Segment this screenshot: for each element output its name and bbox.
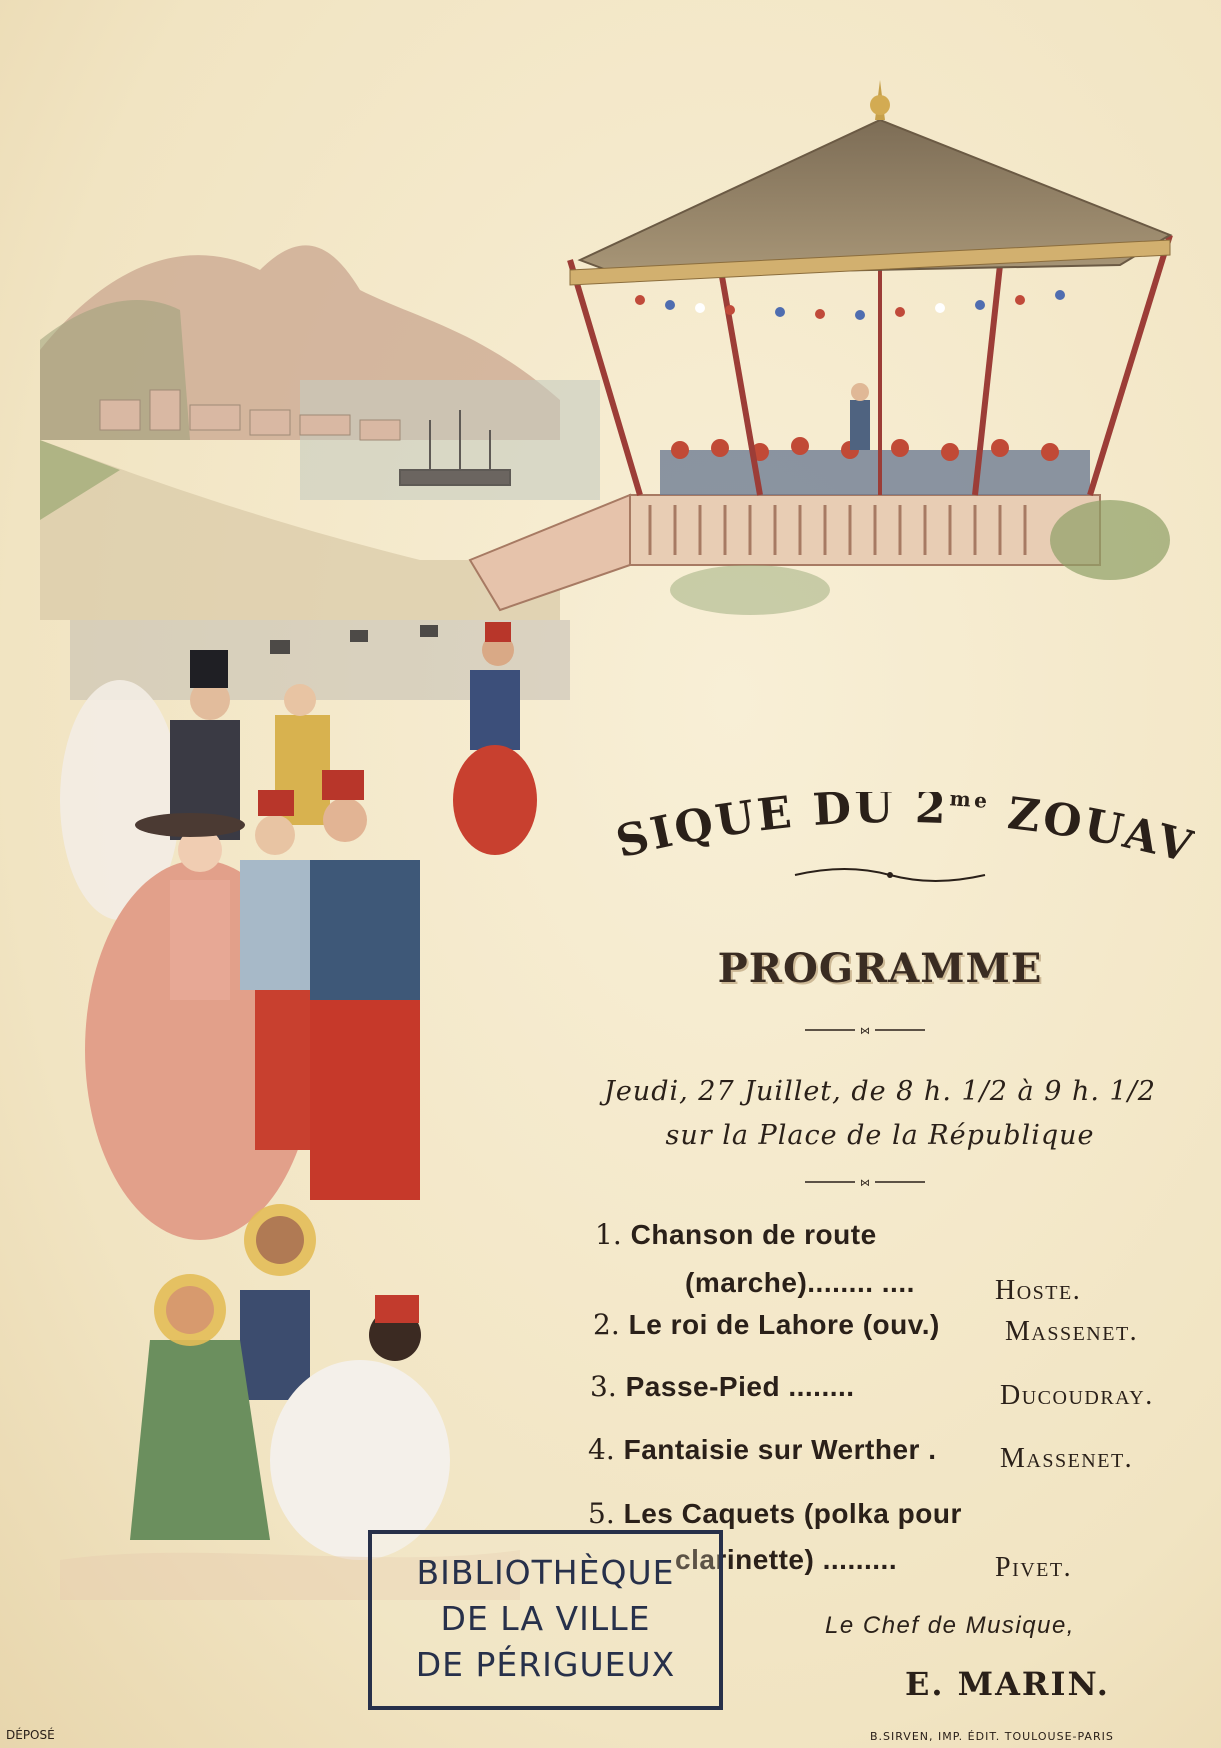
- item-title: Passe-Pied ........: [625, 1371, 855, 1402]
- item-title-continued: (marche)........ ....: [685, 1267, 915, 1298]
- composer-4: Massenet.: [1000, 1443, 1134, 1474]
- bandstand: [470, 80, 1170, 615]
- title-part1: SIQUE DU 2: [611, 792, 950, 869]
- program-item-4: [588, 1433, 936, 1466]
- program-item-5: [588, 1497, 962, 1530]
- program-item-1-line2: [685, 1266, 915, 1299]
- conductor-name: E. MARIN.: [905, 1665, 1110, 1703]
- item-number: 5.: [588, 1497, 615, 1530]
- program-item-3: [590, 1370, 855, 1403]
- composer-5: Pivet.: [995, 1552, 1073, 1583]
- item-title: Le roi de Lahore (ouv.): [628, 1309, 940, 1340]
- library-stamp: [368, 1530, 723, 1710]
- stamp-line-1: BIBLIOTHÈQUE: [416, 1553, 675, 1592]
- stamp-line-3: DE PÉRIGUEUX: [415, 1645, 676, 1684]
- program-item-1: [595, 1218, 877, 1251]
- item-number: 2.: [593, 1308, 620, 1341]
- composer-3: Ducoudray.: [1000, 1380, 1154, 1411]
- svg-text:⋈: ⋈: [860, 1178, 870, 1187]
- date-line-2: sur la Place de la République: [665, 1120, 1095, 1151]
- stamp-line-2: DE LA VILLE: [440, 1599, 651, 1638]
- title-superscript: me: [948, 792, 991, 814]
- separator: [805, 1025, 925, 1035]
- svg-text:⋈: ⋈: [860, 1026, 870, 1035]
- item-title: Les Caquets (polka pour: [623, 1498, 962, 1529]
- svg-text:MUSIQUE DU 2me ZOUAVES: [595, 792, 1195, 874]
- program-item-2: [593, 1308, 940, 1341]
- item-title-continued: clarinette) .........: [675, 1544, 898, 1575]
- item-title: Fantaisie sur Werther .: [623, 1434, 937, 1465]
- performance-date: [570, 1070, 1190, 1158]
- footer-deposit: DÉPOSÉ: [6, 1728, 55, 1742]
- item-number: 3.: [590, 1370, 617, 1403]
- title-part2: ZOUA: [1004, 792, 1164, 865]
- composer-2: Massenet.: [1005, 1316, 1139, 1347]
- footer-printer: B.SIRVEN, IMP. ÉDIT. TOULOUSE-PARIS: [870, 1730, 1114, 1743]
- composer-1: Hoste.: [995, 1275, 1082, 1306]
- item-number: 1.: [595, 1218, 622, 1251]
- title-flourish: [790, 865, 990, 885]
- promenade-figures: [60, 622, 537, 1600]
- separator: [805, 1177, 925, 1187]
- item-title: Chanson de route: [630, 1219, 877, 1250]
- date-line-1: Jeudi, 27 Juillet, de 8 h. 1/2 à 9 h. 1/2: [604, 1076, 1156, 1107]
- programme-heading: PROGRAMME: [717, 945, 1043, 992]
- conductor-role: Le Chef de Musique,: [825, 1612, 1075, 1639]
- item-number: 4.: [588, 1433, 615, 1466]
